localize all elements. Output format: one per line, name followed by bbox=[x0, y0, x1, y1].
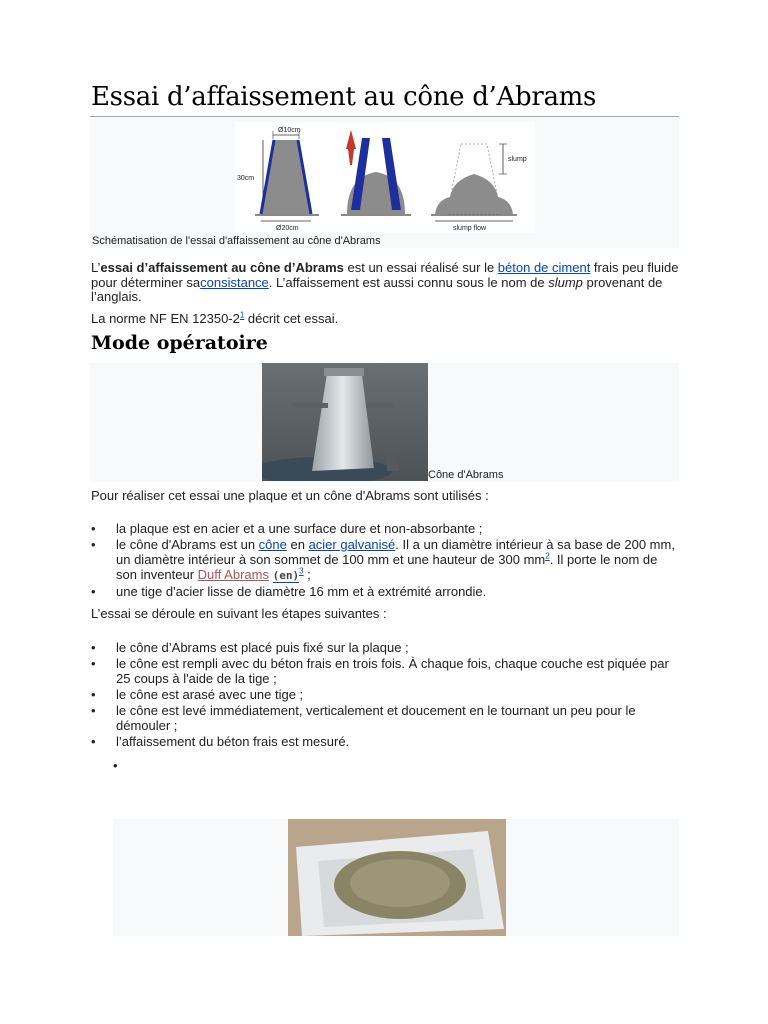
foot-clamp bbox=[387, 453, 399, 471]
figure2-caption: Cône d'Abrams bbox=[428, 469, 504, 481]
cone-photo[interactable] bbox=[262, 363, 428, 481]
bullet: • bbox=[91, 521, 96, 536]
intro-italic-slump: slump bbox=[548, 274, 583, 290]
footnote-3-link[interactable]: 3 bbox=[299, 566, 304, 576]
intro-text-4: provenant de l’anglais. bbox=[91, 274, 663, 304]
norme-text-2: décrit cet essai. bbox=[244, 311, 339, 326]
list-item-text: une tige d'acier lisse de diamètre 16 mm et à extrémité arrondie. bbox=[116, 584, 487, 599]
slump-diagram-image[interactable] bbox=[235, 122, 535, 233]
figure-slump-diagram bbox=[90, 117, 679, 248]
bullet: • bbox=[91, 734, 96, 749]
bullet: • bbox=[91, 640, 96, 655]
link-beton-de-ciment[interactable]: béton de ciment bbox=[497, 260, 591, 275]
concrete-highlight bbox=[350, 859, 450, 907]
norme-text-1: La norme NF EN 12350-2 bbox=[91, 311, 240, 326]
slump-label: slump bbox=[508, 156, 527, 163]
list-item-text: le cône d'Abrams est un bbox=[116, 537, 259, 552]
slump-diagram-svg bbox=[235, 122, 535, 233]
figure1-caption: Schématisation de l'essai d'affaissement au cône d'Abrams bbox=[92, 235, 381, 247]
list-item bbox=[91, 656, 681, 686]
link-consistance[interactable]: consistance bbox=[200, 274, 269, 290]
lift-arrow bbox=[346, 130, 356, 165]
list-item bbox=[91, 703, 681, 733]
list-item bbox=[91, 687, 681, 702]
bullet: • bbox=[91, 656, 96, 671]
list-item-text: le cône d’Abrams est placé puis fixé sur la plaque ; bbox=[116, 640, 409, 655]
cone-handle-left bbox=[292, 403, 328, 408]
list-item-text: en bbox=[286, 537, 309, 552]
list-item bbox=[91, 640, 681, 655]
footnote-2-link[interactable]: 2 bbox=[545, 551, 550, 561]
list-item bbox=[91, 537, 681, 583]
intro-text-1: est un essai réalisé sur le bbox=[343, 260, 498, 275]
footnote-1-link[interactable]: 1 bbox=[239, 310, 245, 320]
figure-cone-photo bbox=[90, 363, 679, 482]
list-item-text: le cône est rempli avec du béton frais en trois fois. À chaque fois, chaque couche est piquée par 25 coups à l'aide de la tige ; bbox=[116, 656, 669, 686]
list-item-text: ; bbox=[303, 567, 311, 582]
section-heading-mode-operatoire: Mode opératoire bbox=[91, 332, 268, 354]
cone-photo-svg bbox=[262, 363, 428, 481]
bullet: • bbox=[91, 584, 96, 599]
steps-intro: L’essai se déroule en suivant les étapes suivantes : bbox=[91, 606, 387, 621]
slumped-concrete bbox=[435, 174, 513, 214]
list-item bbox=[91, 734, 681, 749]
cone-top-rim bbox=[324, 368, 364, 376]
intro-paragraph bbox=[91, 261, 681, 305]
list-item bbox=[91, 521, 681, 536]
bottom-diameter-label: Ø20cm bbox=[276, 225, 299, 232]
list-item-text: l’affaissement du béton frais est mesuré. bbox=[116, 734, 350, 749]
bullet: • bbox=[91, 687, 96, 702]
link-duff-abrams[interactable]: Duff Abrams bbox=[197, 567, 269, 582]
concrete-tray-svg bbox=[288, 819, 506, 936]
bullet: • bbox=[91, 537, 96, 552]
page-title: Essai d’affaissement au cône d’Abrams bbox=[91, 82, 597, 112]
cone-handle-right bbox=[366, 403, 394, 408]
bullet: • bbox=[91, 703, 96, 718]
height-label: 30cm bbox=[237, 175, 255, 182]
concrete-tray-photo[interactable] bbox=[288, 819, 506, 936]
list-item-text: . Il porte le nom de son inventeur bbox=[116, 552, 658, 582]
top-diameter-label: Ø10cm bbox=[278, 127, 301, 134]
norme-paragraph bbox=[91, 312, 338, 327]
list-item-text: le cône est levé immédiatement, verticalement et doucement en le tournant un peu pour le démouler ; bbox=[116, 703, 636, 733]
intro-text-2: frais peu fluide pour déterminer sa bbox=[91, 260, 679, 290]
steps-list bbox=[91, 640, 681, 750]
intro-bold-term: essai d’affaissement au cône d’Abrams bbox=[100, 260, 344, 275]
list-item-text: le cône est arasé avec une tige ; bbox=[116, 687, 304, 702]
intro-text-3: . L’affaissement est aussi connu sous le nom de bbox=[268, 274, 549, 290]
en-language-link[interactable]: (en) bbox=[272, 569, 300, 582]
slump-flow-label: slump flow bbox=[453, 225, 487, 232]
link-acier-galvanise[interactable]: acier galvanisé bbox=[308, 537, 396, 552]
link-cone[interactable]: cône bbox=[258, 537, 287, 552]
intro-prefix: L’ bbox=[91, 260, 101, 275]
list-item-text: . Il a un diamètre intérieur à sa base de 200 mm, un diamètre intérieur à son sommet de 100 mm et une hauteur de 300 mm bbox=[116, 537, 675, 567]
list-item-text: la plaque est en acier et a une surface dure et non-absorbante ; bbox=[116, 521, 483, 536]
equipment-intro: Pour réaliser cet essai une plaque et un cône d'Abrams sont utilisés : bbox=[91, 488, 489, 503]
figure-concrete-tray bbox=[113, 819, 679, 936]
equipment-list bbox=[91, 521, 681, 600]
list-item bbox=[91, 584, 681, 599]
empty-list-bullet: • bbox=[113, 758, 118, 773]
